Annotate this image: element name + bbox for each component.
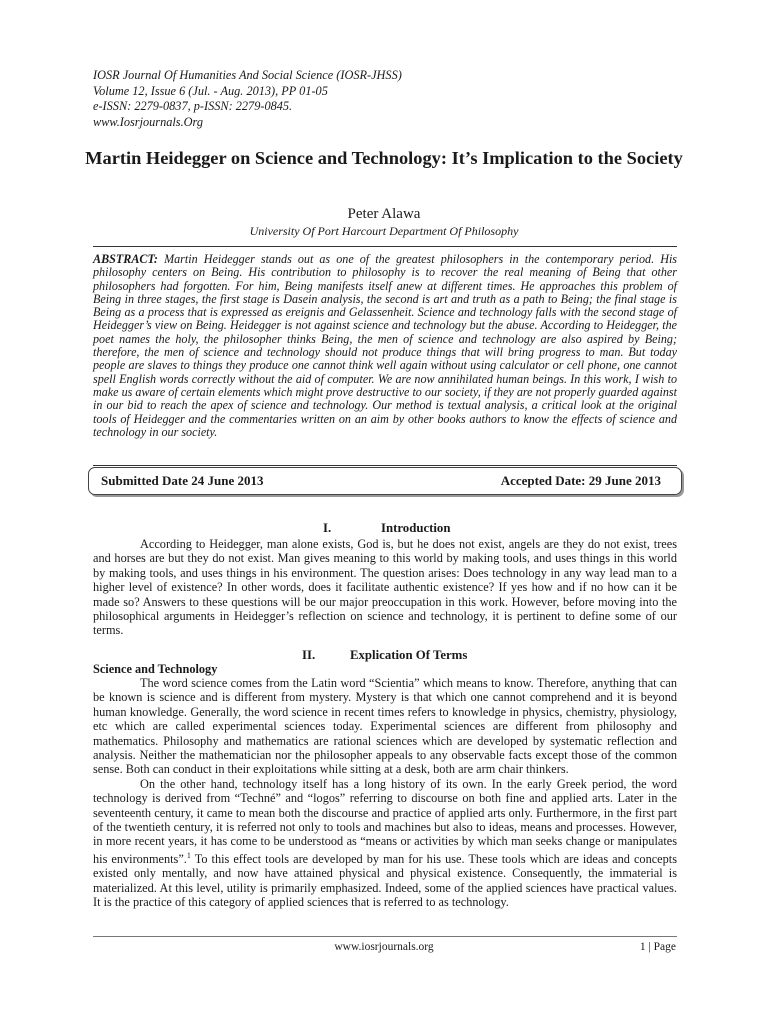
introduction-body: [93, 537, 677, 638]
paragraph: The word science comes from the Latin word “Scientia” which means to know. Therefore, anything that can be known is science and is different from mystery. Mystery is that which one cannot comprehend and it is beyond human knowledge. Generally, the word science in recent times refers to knowledge in physics, chemistry, physiology, etc which are called experimental sciences today. Experimental sciences are different from philosophy and mathematics. Philosophy and mathematics are rational sciences which are developed by systematic reflection and analysis. Neither the mathematician nor the philosopher appeals to any observable facts except those of the common sense. Both can conduct in their exploitations while sitting at a desk, both are arm chair thinkers.: [93, 676, 677, 777]
paragraph: According to Heidegger, man alone exists, God is, but he does not exist, angels are they do not exist, trees and horses are but they do not exist. Man gives meaning to this world by making tools, and uses things in this world by making tools, and uses things in his environment. The question arises: Does technology in any way lead man to a higher level of existence? In other words, does it facilitate authentic existence? If yes how and if no how can it be made so? Answers to these questions will be our major preoccupation in this work. However, before moving into the philosophical arguments in Heidegger’s reflection on science and technology, it is pertinent to define some of our terms.: [93, 537, 677, 638]
paragraph: [93, 777, 677, 910]
footnote-marker: 1: [186, 850, 191, 860]
section-number: I.: [323, 521, 332, 535]
section-heading-explication: [302, 647, 467, 663]
journal-website: www.Iosrjournals.Org: [93, 114, 204, 129]
journal-issn: e-ISSN: 2279-0837, p-ISSN: 2279-0845.: [93, 99, 293, 113]
abstract-text: Martin Heidegger stands out as one of the greatest philosophers in the contemporary period. His philosophy centers on Being. His contribution to philosophy is to recover the real meaning of Being that other philosophers had forgotten. For him, Being manifests itself anew at different times. He approaches this problem of Being in three stages, the first stage is Dasein analysis, the second is art and truth as a path to Being; the final stage is Being as a process that is expressed as ereignis and Gelassenheit. Science and technology falls with the second stage of Heidegger’s view on Being. Heidegger is not against science and technology but the abuse. According to Heidegger, the poet names the holy, the philosopher thinks Being, the men of science and technology are also aspired by Being; therefore, the men of science and technology should not produce things that will bring progress to man. But today people are slaves to things they produce one cannot think well again without using calculator or cell phone, one cannot spell English words correctly without the aid of computer. We are now annihilated human beings. In this work, I wish to make us aware of certain elements which might prove destructive to our society, if they are not properly guarded against in our bid to reach the apex of science and technology. Our method is textual analysis, a critical look at the original tools of Heidegger and the commentaries written on an aim by other books authors to know the effects of science and technology in our society.: [93, 252, 678, 439]
subsection-heading: Science and Technology: [93, 662, 218, 676]
abstract-top-rule: [93, 246, 677, 247]
paragraph-text: To this effect tools are developed by man for his use. These tools which are ideas and concepts existed only mentally, and now have attained physical and physical existence. Consequently, the immaterial is materialized. At this level, utility is primarily emphasized. Indeed, some of the applied sciences have practical values. It is the practice of this category of applied sciences that is referred to as technology.: [93, 851, 677, 910]
page-number: 1 | Page: [639, 941, 676, 953]
footer-rule: [93, 936, 677, 937]
journal-volume: Volume 12, Issue 6 (Jul. - Aug. 2013), PP 01-05: [93, 83, 328, 98]
journal-name: IOSR Journal Of Humanities And Social Science (IOSR-JHSS): [93, 68, 402, 82]
abstract: [93, 253, 677, 439]
footer-url: www.iosrjournals.org: [334, 941, 434, 953]
section-title: Introduction: [381, 521, 451, 535]
section-number: II.: [302, 648, 316, 662]
section-title: Explication Of Terms: [350, 648, 468, 662]
explication-body: [93, 676, 677, 910]
author-affiliation: University Of Port Harcourt Department Of Philosophy: [249, 224, 519, 238]
paragraph-text: On the other hand, technology itself has a long history of its own. In the early Greek period, the word technology is derived from “Techné” and “logos” referring to discourse on both fine and applied arts. Later in the seventeenth century, it came to mean both the discourse and practice of applied arts only. Furthermore, in the first part of the twentieth century, it is referred not only to tools and machines but also to ideas, means and processes. However, in more recent years, it has come to be understood as “means or activities by which man seeks change or manipulates his environments”.: [93, 776, 677, 866]
abstract-bottom-rule: [93, 465, 677, 466]
paper-title: Martin Heidegger on Science and Technology: It’s Implication to the Society: [85, 148, 683, 168]
journal-header: [93, 68, 402, 130]
dates-box: [88, 467, 682, 495]
section-heading-introduction: [323, 520, 450, 536]
author-name: Peter Alawa: [347, 206, 421, 222]
abstract-label: ABSTRACT:: [93, 252, 158, 266]
accepted-date: Accepted Date: 29 June 2013: [500, 473, 661, 488]
submitted-date: Submitted Date 24 June 2013: [101, 473, 264, 488]
